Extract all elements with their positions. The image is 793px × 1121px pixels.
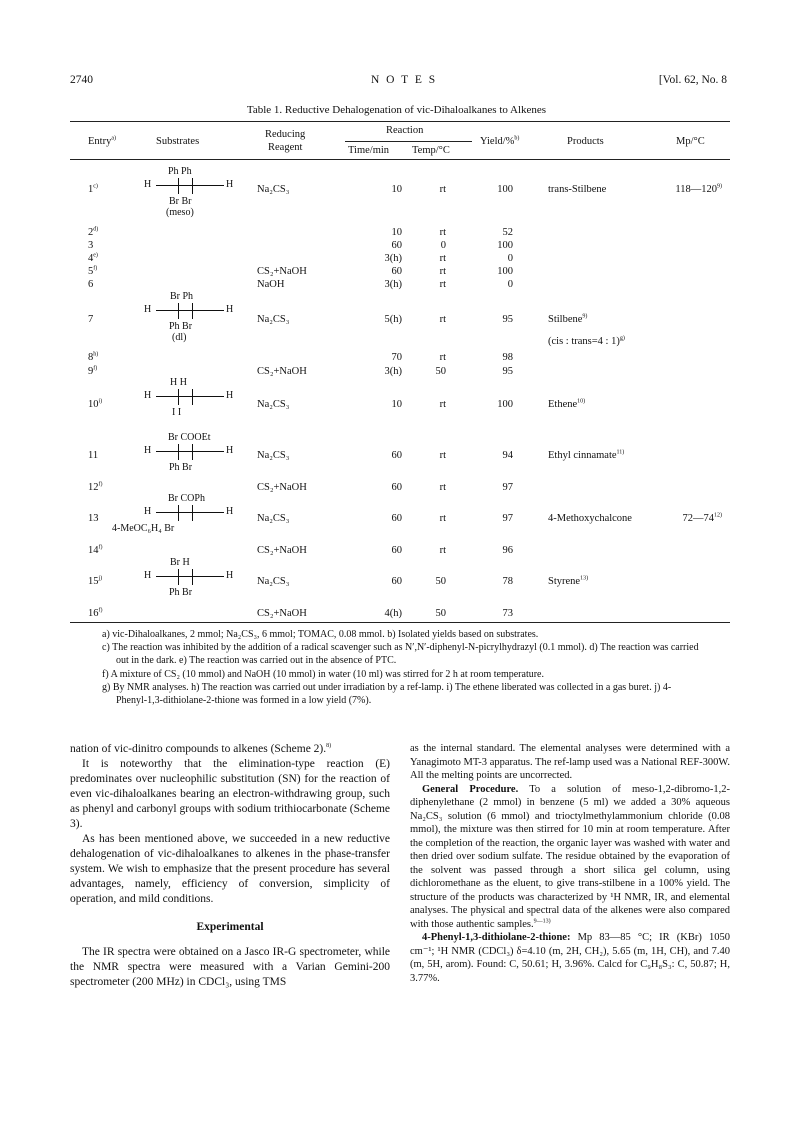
temperature: rt xyxy=(439,513,446,524)
temperature: rt xyxy=(439,314,446,325)
reagent: Na₂CS₃ xyxy=(257,513,290,524)
time: 10 xyxy=(391,184,402,195)
time: 60 xyxy=(391,240,402,251)
general-procedure: General Procedure. To a solution of meso-1,2-dibromo-1,2-diphenylethane (2 mmol) in benzene (5 ml) we added a 30% aqueous Na₂CS₃ solution (6 mmol) and trioctylmethylammonium chloride (0.08 mmol), the mixture was then stirred for 10 min at room temperature. After the completion of the reaction, the organic layer was washed with water and then dried over sodium sulfate. The residue obtained by the evaporation of the solvent was passed through a short silica gel column, using dichloromethane as the eluent, to give trans-stilbene in a 100% yield. The structure of the products was characterized by ¹H NMR, IR, and elemental analyses. The physical and spectral data of the alkenes were also compared with those authentic samples.$^{9—13)}$ xyxy=(410,783,731,930)
reagent: Na₂CS₃ xyxy=(257,399,290,410)
reagent: CS₂+NaOH xyxy=(257,545,307,556)
time: 3(h) xyxy=(384,253,402,264)
temperature: rt xyxy=(439,545,446,556)
header-temp: Temp/°C xyxy=(412,145,450,156)
reagent: Na₂CS₃ xyxy=(257,576,290,587)
footnote: g) By NMR analyses. h) The reaction was carried out under irradiation by a ref-lamp. i) The ethene liberated was collected in a gas buret. j) 4-Phenyl-1,3-dithiolane-2-thione was formed in a low yield (7%). xyxy=(102,681,672,707)
isomer-ratio: (cis : trans=4 : 1)$^{g)}$ xyxy=(548,335,625,347)
yield: 97 xyxy=(502,513,513,524)
header-reagent-1: Reducing xyxy=(265,129,306,140)
reaction-subheader-rule xyxy=(345,141,472,142)
reagent: CS₂+NaOH xyxy=(257,482,307,493)
yield: 73 xyxy=(502,608,513,619)
yield: 52 xyxy=(502,227,513,238)
melting-point: 72—74$^{12)}$ xyxy=(682,512,722,524)
yield: 100 xyxy=(497,399,513,410)
time: 60 xyxy=(391,545,402,556)
temperature: rt xyxy=(439,482,446,493)
reagent: NaOH xyxy=(257,279,285,290)
time: 10 xyxy=(391,399,402,410)
temperature: rt xyxy=(439,253,446,264)
paragraph: As has been mentioned above, we succeeded in a new reductive dehalogenation of vic-dihaloalkanes to alkenes in the phase-transfer system. We wish to emphasize that the present procedure has several advantages, namely, efficiency of conversion, simplicity of operation, and mild conditions. xyxy=(70,833,390,905)
time: 10 xyxy=(391,227,402,238)
volume-info: [Vol. 62, No. 8 xyxy=(658,74,727,86)
right-column xyxy=(410,742,730,985)
footnote: c) The reaction was inhibited by the addition of a radical scavenger such as N′,N′-diphenyl-N-picrylhydrazyl (0.1 mmol). d) The reaction was carried out in the dark. e) The reaction was carried out in the absence of PTC. xyxy=(102,642,699,667)
temperature: 50 xyxy=(435,366,446,377)
yield: 97 xyxy=(502,482,513,493)
yield: 100 xyxy=(497,240,513,251)
entry-number: 7 xyxy=(88,314,94,325)
paragraph: It is noteworthy that the elimination-type reaction (E) predominates over nucleophilic substitution (SN) for the reaction of even vic-dihaloalkanes bearing an electron-withdrawing group, such as phenyl and carbonyl groups with sodium trithiocarbonate (Scheme 3). xyxy=(70,758,390,830)
header-substrates: Substrates xyxy=(156,136,200,147)
footnote: a) vic-Dihaloalkanes, 2 mmol; Na₂CS₃, 6 mmol; TOMAC, 0.08 mmol. b) Isolated yields based on substrates. xyxy=(102,629,539,640)
temperature: 50 xyxy=(435,608,446,619)
reagent: CS₂+NaOH xyxy=(257,366,307,377)
time: 5(h) xyxy=(384,314,402,325)
product: Styrene$^{13)}$ xyxy=(548,575,589,587)
product: Ethene$^{10)}$ xyxy=(548,398,586,410)
section-title: N O T E S xyxy=(371,74,438,86)
header-products: Products xyxy=(567,136,604,147)
reagent: Na₂CS₃ xyxy=(257,450,290,461)
compound-data: 4-Phenyl-1,3-dithiolane-2-thione: Mp 83—85 °C; IR (KBr) 1050 cm⁻¹; ¹H NMR (CDCl₃) δ=4.10 (m, 2H, CH₂), 5.65 (m, 1H, CH), and 7.40 (m, 5H, arom). Found: C, 50.61; H, 3.96%. Calcd for C₉H₈S₃: C, 50.87; H, 3.77%. xyxy=(410,932,730,984)
temperature: rt xyxy=(439,399,446,410)
reagent: Na₂CS₃ xyxy=(257,314,290,325)
entry-number: 13 xyxy=(88,513,99,524)
entry-number: 11 xyxy=(88,450,99,461)
yield: 0 xyxy=(507,279,513,290)
entry-number: 1$^{c)}$ xyxy=(88,183,98,195)
paragraph: as the internal standard. The elemental analyses were determined with a Yanagimoto MT-3 apparatus. The ref-lamp used was a National REF-300W. All the melting points are uncorrected. xyxy=(410,743,730,781)
temperature: rt xyxy=(439,279,446,290)
yield: 100 xyxy=(497,266,513,277)
reagent: CS₂+NaOH xyxy=(257,266,307,277)
product: Ethyl cinnamate$^{11)}$ xyxy=(548,449,625,461)
time: 60 xyxy=(391,450,402,461)
temperature: rt xyxy=(439,227,446,238)
table-bottom-rule xyxy=(70,622,730,623)
yield: 95 xyxy=(502,366,513,377)
entry-number: 10$^{i)}$ xyxy=(88,398,103,410)
structure-ethyl-dibromocinnamate: Br COOEt H H Ph Br xyxy=(144,432,234,473)
structure-methoxychalcone-dibromide: Br COPh H H 4-MeOC₆H₄ Br xyxy=(112,493,234,534)
header-time: Time/min xyxy=(348,145,390,156)
paragraph: nation of vic-dinitro compounds to alkenes (Scheme 2).$^{8)}$ xyxy=(70,743,332,755)
time: 60 xyxy=(391,482,402,493)
product: trans-Stilbene xyxy=(548,184,607,195)
time: 60 xyxy=(391,513,402,524)
time: 3(h) xyxy=(384,279,402,290)
yield: 100 xyxy=(497,184,513,195)
entry-number: 15$^{j)}$ xyxy=(88,575,103,587)
time: 3(h) xyxy=(384,366,402,377)
temperature: 0 xyxy=(440,240,446,251)
paragraph: The IR spectra were obtained on a Jasco IR-G spectrometer, while the NMR spectra were measured with a Varian Gemini-200 spectrometer (200 MHz) in CDCl₃, using TMS xyxy=(70,946,390,988)
time: 60 xyxy=(391,576,402,587)
structure-diiodoethane: H H H H I I xyxy=(144,377,234,418)
header-reagent-2: Reagent xyxy=(268,142,303,153)
entry-number: 3 xyxy=(88,240,94,251)
yield: 95 xyxy=(502,314,513,325)
entry-number: 2$^{d)}$ xyxy=(88,226,99,238)
table-footnotes xyxy=(102,628,702,707)
left-column xyxy=(70,742,390,990)
product: 4-Methoxychalcone xyxy=(548,513,632,524)
temperature: rt xyxy=(439,184,446,195)
temperature: rt xyxy=(439,266,446,277)
product: Stilbene$^{9)}$ xyxy=(548,313,588,325)
entry-number: 14$^{f)}$ xyxy=(88,544,103,556)
temperature: 50 xyxy=(435,576,446,587)
yield: 0 xyxy=(507,253,513,264)
section-heading: Experimental xyxy=(196,921,264,933)
structure-styrene-dibromide: Br H H H Ph Br xyxy=(144,557,234,598)
entry-number: 16$^{f)}$ xyxy=(88,607,103,619)
header-reaction: Reaction xyxy=(386,125,424,136)
temperature: rt xyxy=(439,352,446,363)
entry-number: 6 xyxy=(88,279,94,290)
reagent: Na₂CS₃ xyxy=(257,184,290,195)
reagent: CS₂+NaOH xyxy=(257,608,307,619)
structure-meso-dibromostilbene: Ph Ph H H Br Br (meso) xyxy=(144,166,234,218)
yield: 98 xyxy=(502,352,513,363)
header-yield: Yield/%$^{b)}$ xyxy=(480,135,520,147)
yield: 78 xyxy=(502,576,513,587)
melting-point: 118—120$^{9)}$ xyxy=(675,183,722,195)
table-caption: Table 1. Reductive Dehalogenation of vic-Dihaloalkanes to Alkenes xyxy=(246,104,547,116)
page-number: 2740 xyxy=(70,74,93,86)
table-header-rule xyxy=(70,159,730,160)
yield: 94 xyxy=(502,450,513,461)
entry-number: 12$^{f)}$ xyxy=(88,481,103,493)
header-mp: Mp/°C xyxy=(676,136,705,147)
header-entry: Entry$^{a)}$ xyxy=(88,135,116,147)
temperature: rt xyxy=(439,450,446,461)
structure-dl-dibromostilbene: Br Ph H H Ph Br (dl) xyxy=(144,291,234,343)
yield: 96 xyxy=(502,545,513,556)
entry-number: 8$^{h)}$ xyxy=(88,351,99,363)
time: 70 xyxy=(391,352,402,363)
time: 4(h) xyxy=(384,608,402,619)
entry-number: 4$^{e)}$ xyxy=(88,252,98,264)
table-top-rule xyxy=(70,121,730,122)
footnote: f) A mixture of CS₂ (10 mmol) and NaOH (10 mmol) in water (10 ml) was stirred for 2 h at room temperature. xyxy=(102,668,544,680)
entry-number: 5$^{f)}$ xyxy=(88,265,98,277)
entry-number: 9$^{f)}$ xyxy=(88,365,98,377)
time: 60 xyxy=(391,266,402,277)
